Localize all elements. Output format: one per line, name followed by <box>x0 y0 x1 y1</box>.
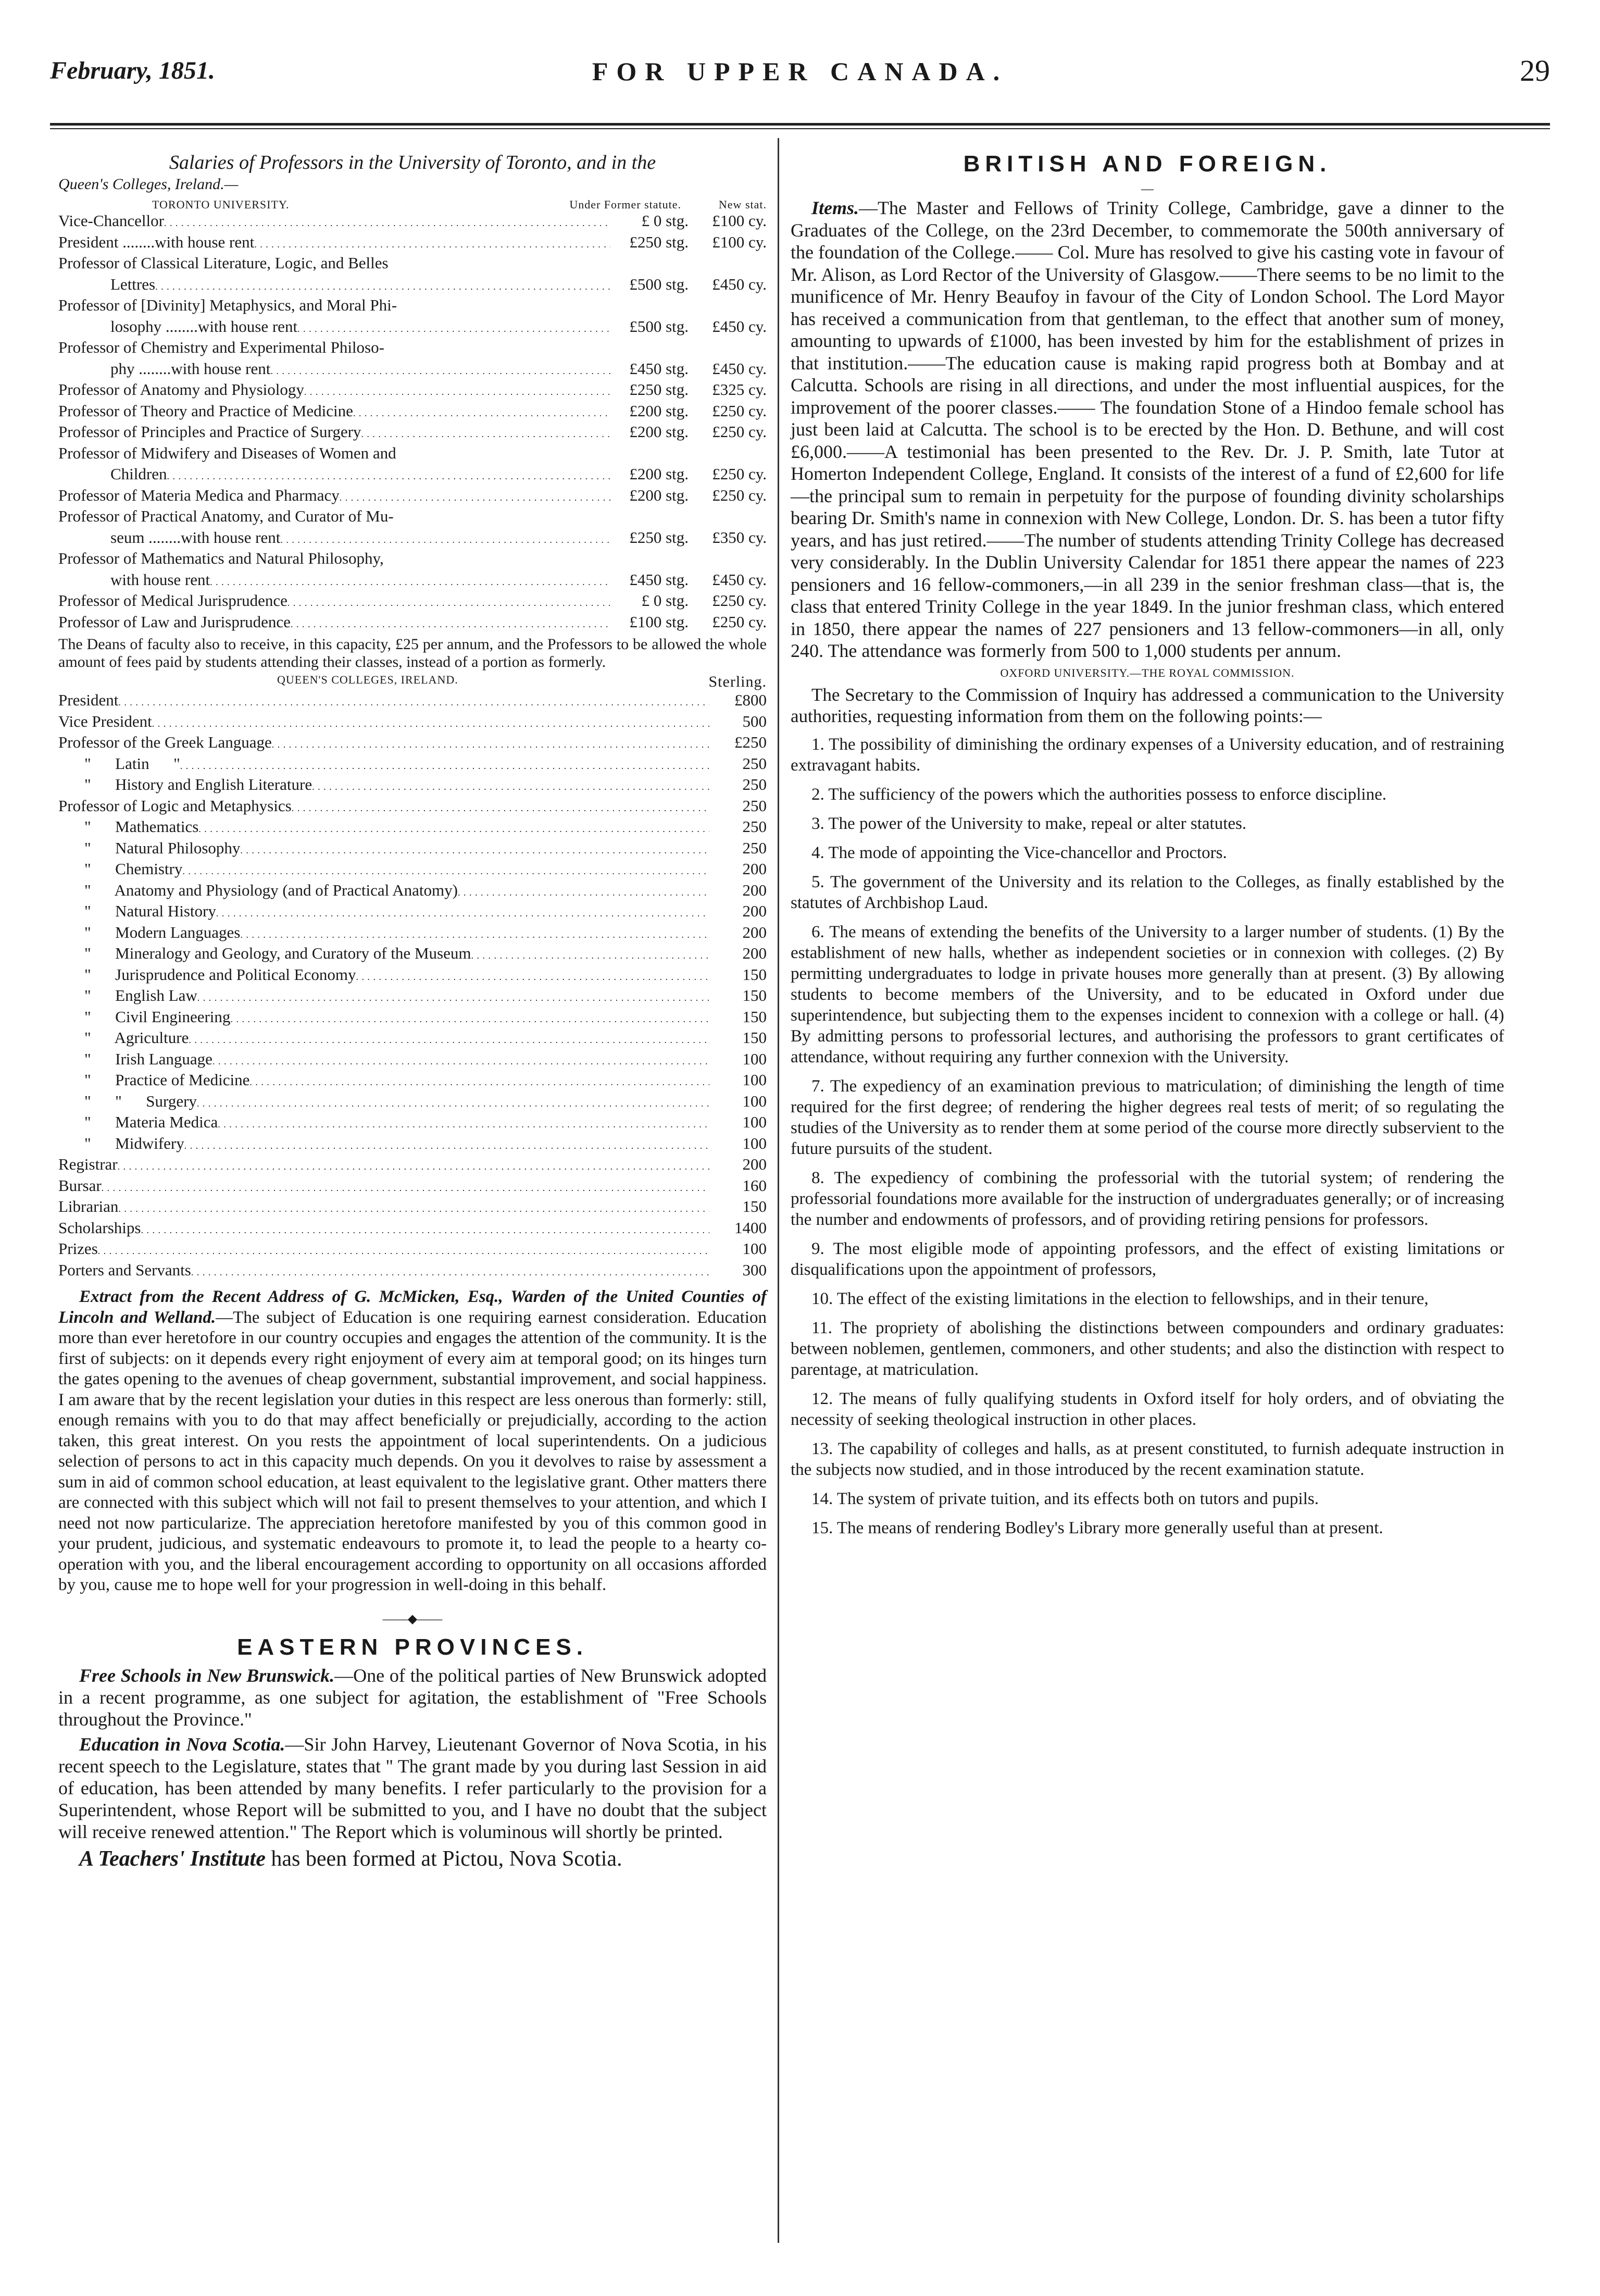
toronto-row <box>58 338 767 359</box>
leader-dots <box>197 1092 709 1113</box>
toronto-row-name: Professor of Mathematics and Natural Philosophy, <box>58 549 384 567</box>
right-column <box>791 151 1504 1547</box>
queens-row <box>58 860 767 881</box>
queens-row-name: " Chemistry <box>84 860 183 878</box>
former-salary <box>610 254 689 275</box>
leader-dots <box>458 881 709 902</box>
queens-row-name: " Jurisprudence and Political Economy <box>84 965 356 984</box>
oxford-point: 15. The means of rendering Bodley's Library more generally useful than at present. <box>811 1518 1383 1537</box>
toronto-row-name: Professor of Classical Literature, Logic, and Belles <box>58 254 389 272</box>
queens-row-name: " Mathematics <box>84 817 199 836</box>
leader-dots <box>189 1028 709 1050</box>
leader-dots <box>240 839 709 860</box>
queens-row-name: Registrar <box>58 1155 118 1173</box>
queens-salary: 100 <box>742 1134 767 1152</box>
queens-row <box>58 691 767 712</box>
title-dash: — <box>1141 182 1154 196</box>
queens-row-name: President <box>58 691 119 709</box>
former-salary: £250 stg. <box>629 232 689 251</box>
queens-row-name: " " Surgery <box>84 1091 197 1110</box>
oxford-point: 10. The effect of the existing limitations in the election to fellowships, and in their tenure, <box>811 1289 1429 1308</box>
queens-row-name: " Midwifery <box>84 1134 184 1152</box>
col-new-label: New stat. <box>718 198 767 211</box>
former-salary: £500 stg. <box>629 275 689 293</box>
former-salary: £100 stg. <box>629 612 689 631</box>
toronto-row <box>58 613 767 634</box>
nb-paragraph <box>58 1665 767 1730</box>
queens-row <box>58 1155 767 1176</box>
leader-dots <box>280 528 610 550</box>
former-salary: £250 stg. <box>629 528 689 547</box>
header-rule <box>50 123 1550 126</box>
leader-dots <box>240 923 709 945</box>
queens-row-name: Bursar <box>58 1176 102 1195</box>
new-salary: £250 cy. <box>712 612 767 631</box>
oxford-point: 14. The system of private tuition, and its effects both on tutors and pupils. <box>811 1489 1319 1508</box>
toronto-row-name: Professor of Principles and Practice of Surgery <box>58 423 361 441</box>
queens-row-name: " Materia Medica <box>84 1113 218 1131</box>
queens-salary: 1400 <box>734 1218 767 1237</box>
new-salary <box>689 507 767 528</box>
queens-row-name: " Agriculture <box>84 1028 189 1047</box>
queens-row <box>58 1071 767 1092</box>
new-salary: £250 cy. <box>712 486 767 504</box>
ns-body: —Sir John Harvey, Lieutenant Governor of Nova Scotia, in his recent speech to the Legislature, states that " The grant made by you during last Session in aid of education, has been attended by many benefits. I refer particularly to the provision for a Superintendent, whose Report will be submitted to you, and I have no doubt that the subject will receive renewed attention." The Report which is voluminous will shortly be printed. <box>58 1733 767 1842</box>
queens-row <box>58 754 767 776</box>
queens-salary: 150 <box>742 986 767 1004</box>
section-ornament: ——◆—— <box>382 1612 443 1626</box>
former-salary: £ 0 stg. <box>641 591 689 610</box>
page-number: 29 <box>1520 54 1550 88</box>
former-salary <box>610 296 689 317</box>
toronto-row <box>58 233 767 254</box>
oxford-point: 7. The expediency of an examination previous to matriculation; of diminishing the length of time required for the first degree; of rendering the higher degrees real tests of merit; of so regulating the studies of the University as to render them at some period of the course more directly subservient to the future pursuits of the student. <box>791 1076 1504 1158</box>
toronto-row-name: Vice-Chancellor <box>58 212 164 230</box>
queens-row <box>58 1028 767 1050</box>
ti-lead: A Teachers' Institute <box>79 1846 266 1871</box>
queens-salary: 200 <box>742 902 767 920</box>
issue-date: February, 1851. <box>50 57 215 84</box>
toronto-heading: TORONTO UNIVERSITY. <box>152 198 290 211</box>
leader-dots <box>98 1239 709 1261</box>
queens-row <box>58 1092 767 1113</box>
toronto-row <box>58 549 767 570</box>
nb-lead: Free Schools in New Brunswick. <box>79 1665 335 1686</box>
toronto-row <box>58 254 767 275</box>
new-salary: £450 cy. <box>712 359 767 378</box>
former-salary <box>610 507 689 528</box>
queens-salary: £800 <box>734 691 767 709</box>
queens-row <box>58 733 767 754</box>
leader-dots <box>210 570 610 592</box>
toronto-row-name: phy ........with house rent <box>110 359 271 378</box>
queens-salary: 250 <box>742 754 767 773</box>
leader-dots <box>213 1050 709 1071</box>
new-salary: £250 cy. <box>712 401 767 420</box>
page-header <box>50 50 1550 97</box>
toronto-row-name: Professor of Theory and Practice of Medicine <box>58 401 353 420</box>
queens-salary: 200 <box>742 880 767 899</box>
leader-dots <box>191 1261 709 1282</box>
queens-salary: £250 <box>734 733 767 751</box>
leader-dots <box>118 1155 709 1176</box>
oxford-point: 1. The possibility of diminishing the ordinary expenses of a University education, and of restraining extravagant habits. <box>791 735 1504 775</box>
queens-salary: 200 <box>742 1155 767 1173</box>
toronto-row-name: Professor of Chemistry and Experimental Philoso- <box>58 338 384 356</box>
queens-row-name: " History and English Literature <box>84 775 312 793</box>
leader-dots <box>180 754 709 776</box>
queens-row <box>58 881 767 902</box>
former-salary: £250 stg. <box>629 380 689 399</box>
queens-row-name: Vice President <box>58 712 152 730</box>
toronto-row <box>58 275 767 296</box>
ns-paragraph <box>58 1733 767 1843</box>
queens-salary: 100 <box>742 1239 767 1258</box>
items-paragraph <box>791 197 1504 662</box>
leader-dots <box>164 212 610 233</box>
leader-dots <box>218 1113 709 1134</box>
queens-row <box>58 944 767 965</box>
new-salary <box>689 296 767 317</box>
queens-row-name: Professor of Logic and Metaphysics <box>58 796 292 815</box>
queens-salary: 250 <box>742 838 767 857</box>
former-salary <box>610 338 689 359</box>
queens-salary: 150 <box>742 965 767 984</box>
leader-dots <box>118 691 709 712</box>
toronto-row-name: Professor of Law and Jurisprudence <box>58 612 291 631</box>
queens-row-name: " Irish Language <box>84 1049 213 1068</box>
queens-row <box>58 986 767 1008</box>
former-salary: £200 stg. <box>629 486 689 504</box>
former-salary <box>610 549 689 570</box>
queens-salary: 150 <box>742 1197 767 1215</box>
oxford-point: 8. The expediency of combining the professorial with the tutorial system; of rendering the professorial foundations more available for the instruction of undergraduates generally; or of increasing the number and endowments of professors, and of providing retiring pensions for professors. <box>791 1168 1504 1229</box>
queens-salary: 160 <box>742 1176 767 1195</box>
queens-row-name: " Civil Engineering <box>84 1007 231 1026</box>
queens-row-name: Scholarships <box>58 1218 141 1237</box>
toronto-row-name: losophy ........with house rent <box>110 317 298 336</box>
toronto-salary-table <box>58 212 767 634</box>
new-salary <box>689 254 767 275</box>
toronto-row-name: Professor of Practical Anatomy, and Curator of Mu- <box>58 507 394 525</box>
queens-row-name: Professor of the Greek Language <box>58 733 272 751</box>
queens-row-name: " English Law <box>84 986 197 1004</box>
new-salary: £100 cy. <box>712 212 767 230</box>
queens-salary: 250 <box>742 775 767 793</box>
queens-row <box>58 902 767 923</box>
toronto-row-name: with house rent <box>110 570 210 589</box>
toronto-row-name: seum ........with house rent <box>110 528 281 547</box>
queens-row <box>58 839 767 860</box>
queens-row <box>58 775 767 797</box>
toronto-row <box>58 359 767 381</box>
queens-row <box>58 1176 767 1198</box>
new-salary <box>689 444 767 465</box>
toronto-row-name: Professor of [Divinity] Metaphysics, and Moral Phi- <box>58 296 397 314</box>
queens-salary: 300 <box>742 1260 767 1279</box>
oxford-point: 2. The sufficiency of the powers which the authorities possess to enforce discipline. <box>811 785 1387 804</box>
leader-dots <box>118 1197 709 1219</box>
leader-dots <box>102 1176 709 1198</box>
toronto-row <box>58 423 767 444</box>
toronto-row <box>58 528 767 550</box>
new-salary: £250 cy. <box>712 423 767 441</box>
toronto-row-name: Children <box>110 465 167 483</box>
new-salary: £450 cy. <box>712 317 767 336</box>
toronto-row <box>58 380 767 402</box>
british-foreign-title: BRITISH AND FOREIGN. <box>963 151 1332 177</box>
queens-row <box>58 797 767 818</box>
eastern-provinces-title: EASTERN PROVINCES. <box>237 1634 588 1660</box>
queens-row-name: Prizes <box>58 1239 98 1258</box>
queens-row-name: " Latin " <box>84 754 180 773</box>
new-salary: £350 cy. <box>712 528 767 547</box>
oxford-point: 4. The mode of appointing the Vice-chancellor and Proctors. <box>811 843 1227 862</box>
queens-heading: QUEEN'S COLLEGES, IRELAND. <box>277 673 458 686</box>
queens-salary: 200 <box>742 923 767 941</box>
queens-row-name: " Anatomy and Physiology (and of Practical Anatomy) <box>84 880 458 899</box>
oxford-point: 13. The capability of colleges and halls, as at present constituted, to furnish adequate instruction in the subjects now studied, and in those introduced by the recent examination statute. <box>791 1439 1504 1479</box>
leader-dots <box>340 486 610 507</box>
leader-dots <box>270 359 610 381</box>
leader-dots <box>155 275 610 296</box>
running-title: FOR UPPER CANADA. <box>592 57 1008 86</box>
leader-dots <box>304 380 610 402</box>
queens-row-name: " Mineralogy and Geology, and Curatory of the Museum <box>84 944 471 962</box>
former-salary: £ 0 stg. <box>641 212 689 230</box>
ns-lead: Education in Nova Scotia. <box>79 1733 285 1755</box>
leader-dots <box>167 465 611 486</box>
leader-dots <box>230 1008 709 1029</box>
leader-dots <box>297 317 610 339</box>
leader-dots <box>249 1071 709 1092</box>
toronto-table-header <box>58 198 767 212</box>
former-salary: £450 stg. <box>629 570 689 589</box>
queens-salary: 100 <box>742 1071 767 1089</box>
new-salary: £250 cy. <box>712 465 767 483</box>
toronto-row <box>58 402 767 423</box>
oxford-heading: OXFORD UNIVERSITY.—THE ROYAL COMMISSION. <box>1000 666 1295 679</box>
leader-dots <box>197 986 709 1008</box>
items-body: —The Master and Fellows of Trinity College, Cambridge, gave a dinner to the Graduates of the College, on the 23rd December, to commemorate the 500th anniversary of the foundation of the College.—— Col. Mure has resolved to give his casting vote in favour of Mr. Alison, as Lord Rector of the University of Glasgow.——There seems to be no limit to the munificence of Mr. Henry Beaufoy in favour of the City of London School. The Lord Mayor has received a communication from that gentleman, to the effect that another sum of money, amounting to upwards of £1000, has been invested by him for the establishment of prizes in that institution.——The education cause is making rapid progress both at Bombay and at Calcutta. Schools are rising in all directions, and under the most influential auspices, for the improvement of the poorer classes.—— The foundation Stone of a Hindoo female school has just been laid at Calcutta. The school is to be erected by the Hon. D. Bethune, and will cost £6,000.——A testimonial has been presented to the Rev. Dr. J. P. Smith, late Tutor at Homerton Independent College, England. It consists of the interest of a fund of £2,600 for life—the principal sum to remain in perpetuity for the purpose of founding divinity scholarships bearing Dr. Smith's name in connexion with New College, London. Dr. S. has been a tutor fifty years, and has just retired.——The number of students attending Trinity College has decreased very considerably. In the Dublin University Calendar for 1851 there appear the names of 223 pensioners and 16 fellow-commoners,—in all 239 in the senior freshman class—that is, the class that entered Trinity College in the year 1849. In the junior freshman class, which entered in 1850, there appear the names of 227 pensioners and 13 fellow-commoners—in all, only 240. The attendance was formerly from 500 to 1,000 students per annum. <box>791 197 1504 661</box>
new-salary: £450 cy. <box>712 570 767 589</box>
nb-body: —One of the political parties of New Brunswick adopted in a recent programme, as one subject for agitation, the establishment of "Free Schools throughout the Province." <box>58 1665 767 1730</box>
queens-salary: 150 <box>742 1028 767 1047</box>
new-salary <box>689 549 767 570</box>
items-lead: Items. <box>811 197 859 218</box>
queens-salary: 200 <box>742 860 767 878</box>
former-salary: £500 stg. <box>629 317 689 336</box>
queens-salary: 250 <box>742 796 767 815</box>
queens-row <box>58 965 767 987</box>
toronto-row <box>58 591 767 613</box>
queens-row <box>58 1008 767 1029</box>
new-salary: £250 cy. <box>712 591 767 610</box>
ti-body: has been formed at Pictou, Nova Scotia. <box>265 1846 622 1871</box>
toronto-row <box>58 296 767 317</box>
new-salary: £325 cy. <box>712 380 767 399</box>
toronto-row-name: Professor of Medical Jurisprudence <box>58 591 288 610</box>
leader-dots <box>198 817 709 839</box>
toronto-row <box>58 486 767 507</box>
new-salary: £100 cy. <box>712 232 767 251</box>
oxford-point: 5. The government of the University and its relation to the Colleges, as finally established by the statutes of Archbishop Laud. <box>791 872 1504 912</box>
toronto-row-name: Professor of Anatomy and Physiology <box>58 380 304 399</box>
leader-dots <box>291 613 610 634</box>
leader-dots <box>471 944 709 965</box>
queens-row-name: " Modern Languages <box>84 923 241 941</box>
queens-row-name: " Practice of Medicine <box>84 1071 250 1089</box>
leader-dots <box>254 233 610 254</box>
extract-paragraph <box>58 1287 767 1596</box>
former-salary: £450 stg. <box>629 359 689 378</box>
leader-dots <box>184 1134 709 1156</box>
toronto-row-name: President ........with house rent <box>58 232 255 251</box>
queens-row <box>58 1219 767 1240</box>
oxford-point: 9. The most eligible mode of appointing professors, and the effect of existing limitations or disqualifications upon the appointment of professors, <box>791 1239 1504 1279</box>
column-divider <box>778 138 779 2243</box>
queens-table-header <box>58 673 767 691</box>
sterling-label: Sterling. <box>708 673 767 690</box>
leader-dots <box>152 712 709 734</box>
leader-dots <box>292 797 709 818</box>
new-salary <box>689 338 767 359</box>
queens-row-name: " Natural Philosophy <box>84 838 241 857</box>
queens-salary: 100 <box>742 1049 767 1068</box>
leader-dots <box>216 902 709 923</box>
leader-dots <box>141 1219 709 1240</box>
oxford-point: 6. The means of extending the benefits of the University to a larger number of students. (1) By the establishment of new halls, whether as independent societies or in connexion with colleges. (2) By permitting undergraduates to lodge in private houses more generally than at present. (3) By allowing students to become members of the University, and to be educated in Oxford under due superintendence, but subjecting them to the expenses incident to connexion with a college or hall. (4) By admitting persons to professorial lectures, and authorising the professors to grant certificates of attendance, without requiring any further connexion with the University. <box>791 922 1504 1066</box>
leader-dots <box>361 423 610 444</box>
leader-dots <box>353 402 610 423</box>
deans-note: The Deans of faculty also to receive, in this capacity, £25 per annum, and the Professors to be allowed the whole amount of fees paid by students attending their classes, instead of a portion as formerly. <box>58 636 767 671</box>
extract-lead: Extract from the Recent Address of G. McMicken, Esq., Warden of the United Counties of Lincoln and Welland. <box>58 1287 767 1327</box>
queens-row <box>58 923 767 945</box>
toronto-row <box>58 465 767 486</box>
queens-row <box>58 1197 767 1219</box>
toronto-row <box>58 317 767 339</box>
leader-dots <box>356 965 709 987</box>
former-salary: £200 stg. <box>629 401 689 420</box>
toronto-row-name: Professor of Midwifery and Diseases of Women and <box>58 443 396 462</box>
former-salary: £200 stg. <box>629 423 689 441</box>
oxford-point: 3. The power of the University to make, repeal or alter statutes. <box>811 814 1247 833</box>
queens-salary: 100 <box>742 1113 767 1131</box>
oxford-point: 11. The propriety of abolishing the distinctions between compounders and ordinary graduates: between noblemen, gentlemen, commoners, and other students; and also the distinction with respect to parentage, at matriculation. <box>791 1318 1504 1379</box>
salaries-title: Salaries of Professors in the University of Toronto, and in the <box>169 152 656 173</box>
leader-dots <box>288 591 610 613</box>
queens-salary-table <box>58 691 767 1282</box>
toronto-row <box>58 212 767 233</box>
oxford-intro: The Secretary to the Commission of Inquiry has addressed a communication to the University authorities, requesting information from them on the following points:— <box>791 684 1504 726</box>
queens-row <box>58 1134 767 1156</box>
queens-row <box>58 1239 767 1261</box>
left-column <box>58 151 767 1872</box>
queens-row <box>58 1050 767 1071</box>
leader-dots <box>272 733 709 754</box>
extract-body: —The subject of Education is one requiring earnest consideration. Education more than ever heretofore in our country occupies and engages the attention of the community. It is the first of subjects: on it depends every right enjoyment of every aim at temporal good; on its hinges turn the gates opening to the avenues of cheap government, substantial improvement, and social happiness. I am aware that by the recent legislation your duties in this respect are less onerous than formerly: still, enough remains with you to do that may affect beneficially or prejudicially, according to the action taken, this great interest. On you rests the appointment of local superintendents. On a judicious selection of persons to act in this capacity much depends. On you it devolves to raise by assessment a sum in aid of common school education, at least equivalent to the legislative grant. Other matters there are connected with this subject which will not fail to present themselves to your attention, and which I need not now particularize. The appreciation heretofore manifested by you of this common good in your prudent, judicious, and systematic endeavours to promote it, to lead the people to a hearty co-operation with you, and the liberal encouragement according to opportunity on all occasions afforded by you, cause me to hope well for your progression in well-doing in this behalf. <box>58 1308 767 1594</box>
queens-row-name: Porters and Servants <box>58 1260 191 1279</box>
ti-paragraph <box>58 1846 767 1872</box>
queens-row <box>58 712 767 734</box>
toronto-row <box>58 570 767 592</box>
former-salary: £200 stg. <box>629 465 689 483</box>
new-salary: £450 cy. <box>712 275 767 293</box>
leader-dots <box>312 775 709 797</box>
oxford-points-list <box>791 734 1504 1538</box>
queens-salary: 250 <box>742 817 767 836</box>
queens-row-name: " Natural History <box>84 902 216 920</box>
queens-row <box>58 1261 767 1282</box>
toronto-row-name: Lettres <box>110 275 156 293</box>
queens-row <box>58 817 767 839</box>
queens-salary: 100 <box>742 1091 767 1110</box>
col-former-label: Under Former statute. <box>569 198 681 211</box>
header-rule-thin <box>50 128 1550 129</box>
leader-dots <box>182 860 709 881</box>
salaries-subtitle: Queen's Colleges, Ireland.— <box>58 176 239 193</box>
toronto-row <box>58 444 767 465</box>
toronto-row <box>58 507 767 528</box>
former-salary <box>610 444 689 465</box>
queens-salary: 200 <box>742 944 767 962</box>
queens-row <box>58 1113 767 1134</box>
toronto-row-name: Professor of Materia Medica and Pharmacy <box>58 486 340 504</box>
queens-salary: 500 <box>742 712 767 730</box>
queens-row-name: Librarian <box>58 1197 119 1215</box>
oxford-point: 12. The means of fully qualifying students in Oxford itself for holy orders, and of obviating the necessity of seeking theological instruction in other places. <box>791 1389 1504 1429</box>
queens-salary: 150 <box>742 1007 767 1026</box>
